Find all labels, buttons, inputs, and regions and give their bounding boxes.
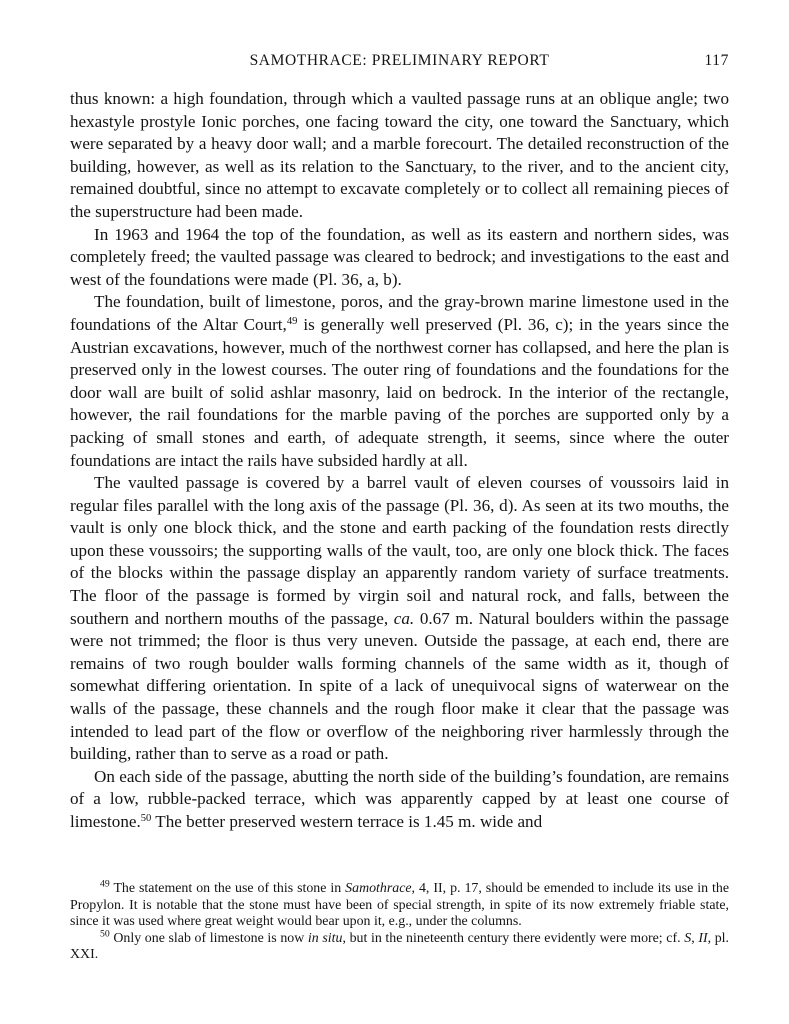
footnote-ref-50: 50 xyxy=(140,813,152,825)
paragraph-1 xyxy=(70,88,729,224)
footnote-50-insitu: in situ xyxy=(307,930,343,946)
footnote-50-text-d: , pl. XXI. xyxy=(70,930,729,963)
footnote-ref-49: 49 xyxy=(286,316,298,328)
paragraph-1-text: thus known: a high foundation, through which a vaulted passage runs at an oblique angle; two hexastyle prostyle Ionic porches, one facing toward the city, one toward the Sanctuary, which were separated by a heavy door wall; and a marble forecourt. The detailed reconstruction of the building, however, as well as its relation to the Sanctuary, to the river, and to the ancient city, remained doubtful, since no attempt to excavate completely or to collect all remaining pieces of the superstructure had been made. xyxy=(70,89,729,221)
footnote-49-text-a: The statement on the use of this stone in xyxy=(109,881,346,896)
paragraph-2 xyxy=(70,224,729,292)
paragraph-4 xyxy=(70,472,729,766)
paragraph-3-text-b: is generally well preserved (Pl. 36, c); in the years since the Austrian excavations, however, much of the northwest corner has collapsed, and here the plan is preserved only in the lowest courses. The outer ring of foundations and the foundations for the door wall are built of solid ashlar masonry, laid on bedrock. In the interior of the rectangle, however, the rail foundations for the marble paving of the porches are supported only by a packing of small stones and earth, of adequate strength, it seems, since where the outer foundations are intact the rails have subsided hardly at all. xyxy=(70,314,729,470)
footnotes xyxy=(70,878,729,964)
footnote-49-number: 49 xyxy=(100,878,110,890)
footnote-50-number: 50 xyxy=(100,928,110,940)
running-title: SAMOTHRACE: PRELIMINARY REPORT xyxy=(249,52,550,69)
footnote-49-title: Samothrace xyxy=(345,881,412,896)
running-header xyxy=(70,52,729,76)
footnote-50 xyxy=(70,928,729,964)
paragraph-4-text-b: 0.67 m. Natural boulders within the passage were not trimmed; the floor is thus very uneven. Outside the passage, at each end, there are remains of two rough boulder walls forming channels of the same width as it, though of somewhat differing orientation. In spite of a lack of unequivocal signs of waterwear on the walls of the passage, these channels and the rough floor make it clear that the passage was intended to lead part of the flow or overflow of the neighboring river harmlessly through the building, rather than to serve as a road or path. xyxy=(70,608,729,764)
paragraph-2-text: In 1963 and 1964 the top of the foundation, as well as its eastern and northern sides, was completely freed; the vaulted passage was cleared to bedrock; and investigations to the east and west of the foundations were made (Pl. 36, a, b). xyxy=(70,224,729,289)
footnote-49 xyxy=(70,878,729,931)
footnote-50-text-c: , xyxy=(691,930,699,946)
main-text xyxy=(70,88,729,834)
paragraph-4-text-a: The vaulted passage is covered by a barrel vault of eleven courses of voussoirs laid in regular files parallel with the long axis of the passage (Pl. 36, d). As seen at its two mouths, the vault is only one block thick, and the stone and earth packing of the foundation rests directly upon these voussoirs; the supporting walls of the vault, too, are only one block thick. The faces of the blocks within the passage display an apparently random variety of surface treatments. The floor of the passage is formed by virgin soil and natural rock, and falls, between the southern and northern mouths of the passage, xyxy=(70,473,729,628)
paragraph-5-text-b: The better preserved western terrace is 1.45 m. wide and xyxy=(151,812,543,831)
circa-abbrev: ca. xyxy=(393,608,415,628)
footnote-50-ii: II xyxy=(698,930,708,946)
paragraph-3-text-a: The foundation, built of limestone, poros, and the gray-brown marine limestone used in the foundations of the Altar Court, xyxy=(70,292,729,334)
footnote-50-text-b: , but in the nineteenth century there evidently were more; cf. xyxy=(342,930,685,946)
footnote-49-text-b: , 4, II, p. 17, should be emended to include its use in the Propylon. It is notable that the stone must have been of special strength, in spite of its now extremely friable state, since it was used where great weight would bear upon it, e.g., under the columns. xyxy=(70,881,729,930)
paragraph-5-text-a: On each side of the passage, abutting the north side of the building’s foundation, are remains of a low, rubble-packed terrace, which was apparently capped by at least one course of limestone. xyxy=(70,766,729,831)
footnote-50-s: S xyxy=(684,930,692,946)
paragraph-5 xyxy=(70,766,729,834)
page-number: 117 xyxy=(704,52,729,69)
paragraph-3 xyxy=(70,291,729,472)
footnote-50-text-a: Only one slab of limestone is now xyxy=(109,930,308,946)
